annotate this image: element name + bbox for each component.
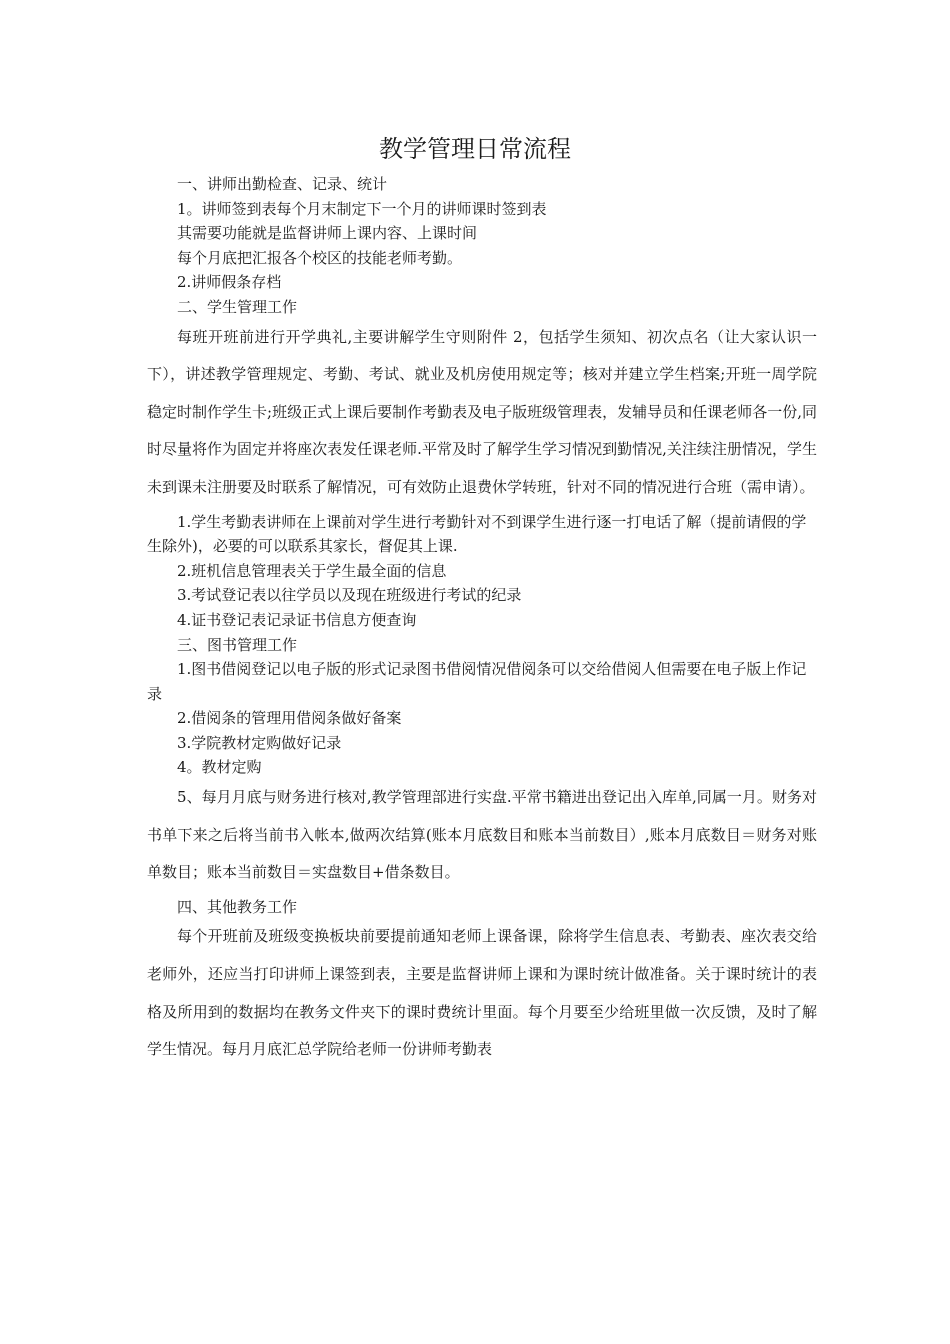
section-4-paragraph: 每个开班前及班级变换板块前要提前通知老师上课备课，除将学生信息表、考勤表、座次表交给老师外，还应当打印讲师上课签到表，主要是监督讲师上课和为课时统计做准备。关于课时统计的表格及所用到的数据均在教务文件夹下的课时费统计里面。每个月要至少给班里做一次反馈，及时了解学生情况。每月月底汇总学院给老师一份讲师考勤表 [147,927,817,1059]
section-4-heading: 四、其他教务工作 [177,897,298,916]
section-1-heading: 一、讲师出勤检查、记录、统计 [177,175,388,193]
section-1-item-1: 1。讲师签到表每个月末制定下一个月的讲师课时签到表 [177,199,547,218]
section-2-item-1: 1.学生考勤表讲师在上课前对学生进行考勤针对不到课学生进行逐一打电话了解（提前请假的学生除外)，必要的可以联系其家长，督促其上课. [147,512,807,556]
document-body [147,172,817,1072]
section-1-item-1-desc: 其需要功能就是监督讲师上课内容、上课时间 [177,224,478,243]
section-2-item-2: 2.班机信息管理表关于学生最全面的信息 [177,561,447,580]
section-3-item-1: 1.图书借阅登记以电子版的形式记录图书借阅情况借阅条可以交给借阅人但需要在电子版上作记录 [147,660,807,703]
document-title: 教学管理日常流程 [379,135,571,163]
section-1-item-1-desc-2: 每个月底把汇报各个校区的技能老师考勤。 [177,248,463,267]
section-1-item-2: 2.讲师假条存档 [177,273,282,292]
section-3-item-3: 3.学院教材定购做好记录 [177,733,342,752]
section-3-item-2: 2.借阅条的管理用借阅条做好备案 [177,709,402,728]
section-3-heading: 三、图书管理工作 [177,635,298,654]
section-2-paragraph: 每班开班前进行开学典礼,主要讲解学生守则附件 2，包括学生须知、初次点名（让大家认识一下），讲述教学管理规定、考勤、考试、就业及机房使用规定等；核对并建立学生档案;开班一周学院稳定时制作学生卡;班级正式上课后要制作考勤表及电子版班级管理表，发辅导员和任课老师各一份,同时尽量将作为固定并将座次表发任课老师.平常及时了解学生学习情况到勤情况,关注续注册情况，学生未到课未注册要及时联系了解情况，可有效防止退费休学转班，针对不同的情况进行合班（需申请）。 [147,327,817,496]
section-3-item-4: 4。教材定购 [177,758,262,777]
section-2-item-4: 4.证书登记表记录证书信息方便查询 [177,610,417,629]
section-3-item-5: 5、每月月底与财务进行核对,教学管理部进行实盘.平常书籍进出登记出入库单,同属一月。财务对书单下来之后将当前书入帐本,做两次结算(账本月底数目和账本当前数目）,账本月底数目＝财务对账单数目；账本当前数目＝实盘数目+借条数目。 [147,788,817,882]
section-2-heading: 二、学生管理工作 [177,297,298,316]
section-2-item-3: 3.考试登记表以往学员以及现在班级进行考试的纪录 [177,586,522,605]
